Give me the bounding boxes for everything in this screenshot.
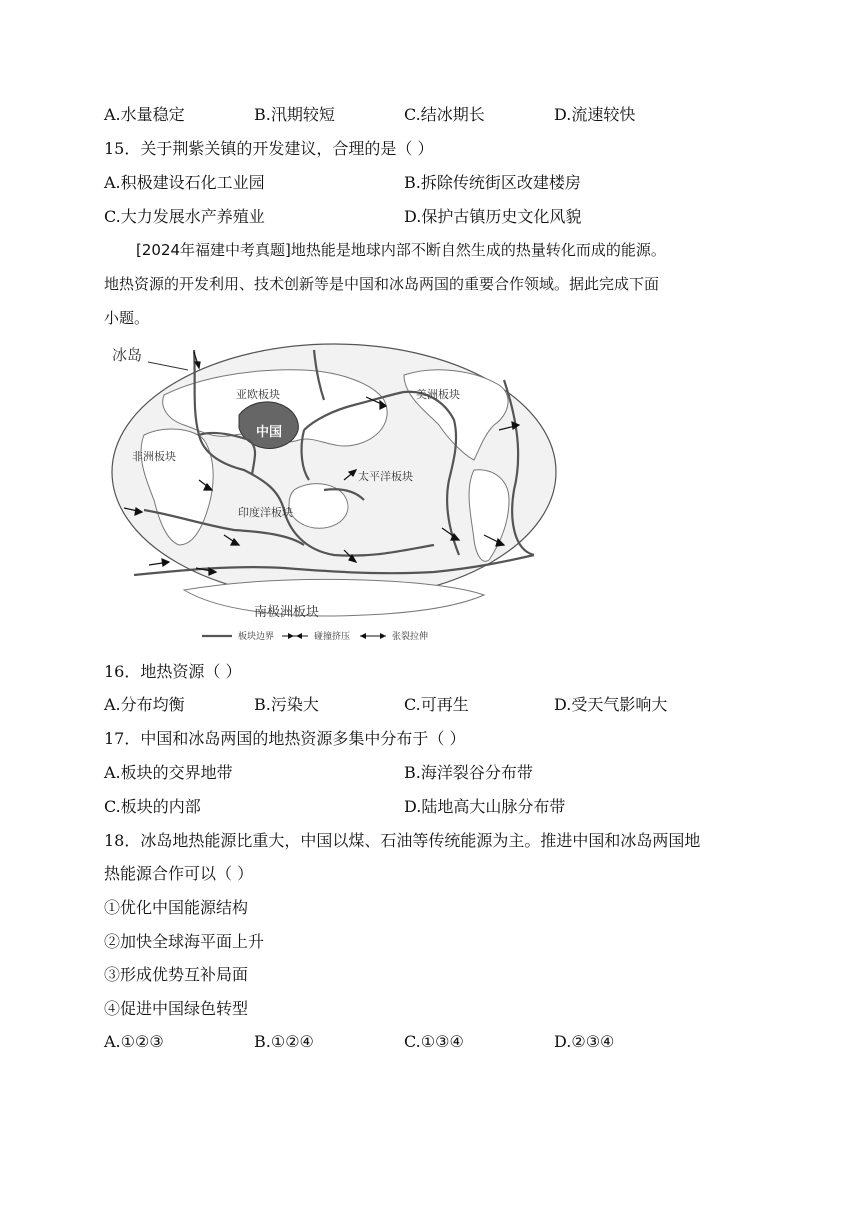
q18-option-d: D.②③④ bbox=[554, 1032, 615, 1051]
map-label-pacific-plate: 太平洋板块 bbox=[358, 470, 413, 483]
q17-option-a: A.板块的交界地带 bbox=[104, 763, 233, 782]
legend-boundary: 板块边界 bbox=[238, 632, 275, 642]
plate-map-figure bbox=[104, 340, 560, 646]
q17-stem: 17．中国和冰岛两国的地热资源多集中分布于（ ） bbox=[104, 729, 466, 748]
q15-stem: 15．关于荆紫关镇的开发建议，合理的是（ ） bbox=[104, 139, 434, 158]
q14-option-a: A.水量稳定 bbox=[104, 105, 185, 124]
q15-option-d: D.保护古镇历史文化风貌 bbox=[404, 207, 582, 226]
intro-line-2: 地热资源的开发利用、技术创新等是中国和冰岛两国的重要合作领域。据此完成下面 bbox=[104, 275, 660, 293]
q15-option-c: C.大力发展水产养殖业 bbox=[104, 207, 265, 226]
q14-option-c: C.结冰期长 bbox=[404, 105, 485, 124]
q16-option-a: A.分布均衡 bbox=[104, 695, 185, 714]
q18-stem-line-2: 热能源合作可以（ ） bbox=[104, 864, 254, 883]
intro-line-3: 小题。 bbox=[104, 309, 150, 327]
q17-option-c: C.板块的内部 bbox=[104, 797, 201, 816]
q15-option-a: A.积极建设石化工业园 bbox=[104, 173, 265, 192]
q16-option-c: C.可再生 bbox=[404, 695, 469, 714]
map-label-china: 中国 bbox=[256, 425, 283, 440]
q18-option-b: B.①②④ bbox=[254, 1032, 314, 1051]
q16-option-d: D.受天气影响大 bbox=[554, 695, 668, 714]
intro-line-1: [2024年福建中考真题]地热能是地球内部不断自然生成的热量转化而成的能源。 bbox=[136, 241, 666, 259]
legend-collision: 碰撞挤压 bbox=[314, 632, 351, 642]
q14-option-d: D.流速较快 bbox=[554, 105, 636, 124]
q17-option-b: B.海洋裂谷分布带 bbox=[404, 763, 533, 782]
q17-option-d: D.陆地高大山脉分布带 bbox=[404, 797, 566, 816]
map-label-indian-plate: 印度洋板块 bbox=[238, 506, 293, 519]
q16-stem: 16．地热资源（ ） bbox=[104, 662, 242, 681]
q18-option-a: A.①②③ bbox=[104, 1032, 164, 1051]
q15-option-b: B.拆除传统街区改建楼房 bbox=[404, 173, 581, 192]
map-label-iceland: 冰岛 bbox=[112, 346, 143, 364]
legend-rift: 张裂拉伸 bbox=[392, 632, 429, 642]
map-label-eurasian-plate: 亚欧板块 bbox=[236, 388, 280, 401]
map-label-american-plate: 美洲板块 bbox=[416, 388, 460, 401]
plate-map bbox=[104, 340, 560, 646]
map-label-african-plate: 非洲板块 bbox=[132, 450, 176, 463]
q18-item-1: ①优化中国能源结构 bbox=[104, 898, 249, 917]
q16-option-b: B.污染大 bbox=[254, 695, 319, 714]
q18-item-2: ②加快全球海平面上升 bbox=[104, 932, 265, 951]
q18-stem-line-1: 18．冰岛地热能源比重大，中国以煤、石油等传统能源为主。推进中国和冰岛两国地 bbox=[104, 831, 701, 850]
q18-item-3: ③形成优势互补局面 bbox=[104, 965, 249, 984]
map-label-antarctic-plate: 南极洲板块 bbox=[254, 605, 320, 620]
q14-option-b: B.汛期较短 bbox=[254, 105, 335, 124]
map-legend bbox=[202, 630, 428, 642]
q18-item-4: ④促进中国绿色转型 bbox=[104, 999, 249, 1018]
q18-option-c: C.①③④ bbox=[404, 1032, 464, 1051]
